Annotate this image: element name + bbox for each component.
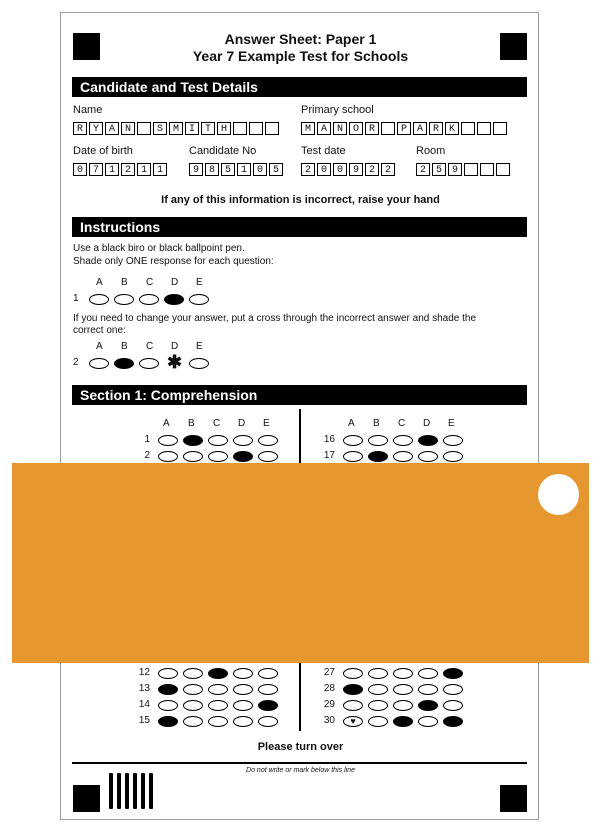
dob-label: Date of birth [73, 145, 133, 157]
char-box[interactable]: R [73, 122, 87, 135]
char-box[interactable]: 0 [253, 163, 267, 176]
answer-bubble-c[interactable] [139, 358, 159, 369]
answer-bubble-d[interactable] [164, 294, 184, 305]
answer-bubble-c[interactable] [393, 684, 413, 695]
answer-bubble-e[interactable] [443, 716, 463, 727]
char-box[interactable]: 2 [416, 163, 430, 176]
answer-bubble-e[interactable] [258, 435, 278, 446]
question-number: 14 [138, 699, 150, 710]
answer-bubble-c[interactable] [393, 668, 413, 679]
test-date-label: Test date [301, 145, 346, 157]
school-label: Primary school [301, 104, 374, 116]
answer-bubble-c[interactable] [208, 668, 228, 679]
answer-bubble-d[interactable] [418, 451, 438, 462]
question-number: 16 [323, 434, 335, 445]
char-box[interactable] [493, 122, 507, 135]
char-box[interactable]: 5 [269, 163, 283, 176]
room-label: Room [416, 145, 446, 157]
candidate-no-label: Candidate No [189, 145, 257, 157]
answer-bubble-a[interactable] [158, 451, 178, 462]
answer-bubble-b[interactable] [183, 451, 203, 462]
answer-bubble-c[interactable] [208, 700, 228, 711]
answer-bubble-b[interactable] [368, 684, 388, 695]
answer-sheet [60, 12, 539, 820]
barcode-bar [133, 773, 137, 809]
char-box[interactable]: A [413, 122, 427, 135]
answer-bubble-c[interactable] [393, 700, 413, 711]
barcode-bar [109, 773, 113, 809]
grid-header-e: E [448, 418, 455, 429]
candidate-no-boxes[interactable] [189, 163, 285, 176]
question-number: 30 [323, 715, 335, 726]
char-box[interactable]: 1 [153, 163, 167, 176]
char-box[interactable] [381, 122, 395, 135]
char-box[interactable] [137, 122, 151, 135]
char-box[interactable]: A [105, 122, 119, 135]
option-header-e: E [196, 277, 203, 288]
char-box[interactable]: 9 [448, 163, 462, 176]
char-box[interactable]: 8 [205, 163, 219, 176]
question-number: 27 [323, 667, 335, 678]
char-box[interactable]: 1 [137, 163, 151, 176]
char-box[interactable]: 5 [432, 163, 446, 176]
answer-bubble-d[interactable] [233, 435, 253, 446]
question-number: 28 [323, 683, 335, 694]
instructions-heading: Instructions [72, 217, 527, 237]
answer-bubble-e[interactable] [443, 700, 463, 711]
grid-header-a: A [163, 418, 170, 429]
answer-bubble-d[interactable] [418, 668, 438, 679]
answer-bubble-b[interactable] [368, 668, 388, 679]
char-box[interactable]: R [429, 122, 443, 135]
grid-header-d: D [238, 418, 246, 429]
grid-header-b: B [188, 418, 195, 429]
redaction-overlay [12, 463, 589, 663]
answer-bubble-b[interactable] [368, 700, 388, 711]
barcode-bar [149, 773, 153, 809]
barcode-bar [117, 773, 121, 809]
answer-bubble-c[interactable] [208, 684, 228, 695]
char-box[interactable]: N [121, 122, 135, 135]
answer-bubble-a[interactable] [158, 668, 178, 679]
answer-bubble-e[interactable] [443, 668, 463, 679]
answer-bubble-d[interactable] [418, 700, 438, 711]
title-line-2: Year 7 Example Test for Schools [192, 48, 409, 64]
answer-bubble-d[interactable] [233, 668, 253, 679]
grid-header-c: C [213, 418, 221, 429]
barcode-bar [141, 773, 145, 809]
school-boxes[interactable] [301, 122, 509, 135]
example-question-number: 2 [73, 357, 79, 368]
dob-boxes[interactable] [73, 163, 169, 176]
char-box[interactable]: 7 [89, 163, 103, 176]
question-number: 13 [138, 683, 150, 694]
answer-bubble-b[interactable] [114, 358, 134, 369]
title-line-1: Answer Sheet: Paper 1 [224, 31, 377, 47]
char-box[interactable]: 1 [237, 163, 251, 176]
registration-mark-bottom-right [500, 785, 527, 812]
question-number: 29 [323, 699, 335, 710]
grid-header-d: D [423, 418, 431, 429]
option-header-d: D [171, 277, 179, 288]
example-question-number: 1 [73, 293, 79, 304]
answer-bubble-d[interactable] [233, 716, 253, 727]
answer-bubble-c[interactable] [393, 435, 413, 446]
answer-bubble-b[interactable] [183, 716, 203, 727]
char-box[interactable]: M [169, 122, 183, 135]
char-box[interactable]: Y [89, 122, 103, 135]
instruction-line-2: Shade only ONE response for each question: [73, 256, 274, 267]
name-label: Name [73, 104, 103, 116]
char-box[interactable]: 2 [301, 163, 315, 176]
answer-bubble-e[interactable] [258, 716, 278, 727]
char-box[interactable]: 2 [381, 163, 395, 176]
answer-bubble-b[interactable] [183, 700, 203, 711]
answer-bubble-e[interactable] [258, 668, 278, 679]
char-box[interactable]: O [349, 122, 363, 135]
answer-bubble-e[interactable] [189, 358, 209, 369]
char-box[interactable] [233, 122, 247, 135]
char-box[interactable]: S [153, 122, 167, 135]
answer-bubble-c[interactable] [139, 294, 159, 305]
question-number: 17 [323, 450, 335, 461]
answer-bubble-e[interactable] [258, 451, 278, 462]
char-box[interactable]: 1 [105, 163, 119, 176]
answer-bubble-b[interactable] [368, 451, 388, 462]
crossed-bubble-icon[interactable]: ♥ [343, 716, 363, 727]
answer-bubble-b[interactable] [368, 435, 388, 446]
footer-rule [72, 762, 527, 764]
room-boxes[interactable] [416, 163, 512, 176]
question-number: 2 [144, 450, 150, 461]
answer-bubble-a[interactable] [89, 294, 109, 305]
char-box[interactable]: 0 [317, 163, 331, 176]
option-header-d: D [171, 341, 179, 352]
answer-bubble-a[interactable] [343, 700, 363, 711]
answer-bubble-b[interactable] [183, 435, 203, 446]
answer-bubble-e[interactable] [443, 451, 463, 462]
char-box[interactable]: M [301, 122, 315, 135]
grid-header-b: B [373, 418, 380, 429]
answer-bubble-e[interactable] [443, 435, 463, 446]
incorrect-info-warning: If any of this information is incorrect, raise your hand [161, 194, 440, 206]
question-number: 12 [138, 667, 150, 678]
char-box[interactable]: 5 [221, 163, 235, 176]
question-number: 15 [138, 715, 150, 726]
section1-heading: Section 1: Comprehension [72, 385, 527, 405]
answer-bubble-a[interactable] [158, 684, 178, 695]
char-box[interactable] [265, 122, 279, 135]
answer-bubble-a[interactable] [89, 358, 109, 369]
instruction-line-1: Use a black biro or black ballpoint pen. [73, 243, 245, 254]
answer-bubble-b[interactable] [368, 716, 388, 727]
char-box[interactable] [480, 163, 494, 176]
answer-bubble-b[interactable] [183, 684, 203, 695]
change-instruction-line-2: correct one: [73, 325, 126, 336]
answer-bubble-c[interactable] [208, 716, 228, 727]
answer-bubble-a[interactable] [158, 435, 178, 446]
details-heading: Candidate and Test Details [72, 77, 527, 97]
char-box[interactable]: 2 [121, 163, 135, 176]
option-header-e: E [196, 341, 203, 352]
option-header-c: C [146, 277, 154, 288]
barcode-bar [125, 773, 129, 809]
answer-bubble-b[interactable] [114, 294, 134, 305]
answer-bubble-a[interactable] [343, 684, 363, 695]
option-header-a: A [96, 341, 103, 352]
sheet-title [61, 31, 540, 65]
char-box[interactable] [249, 122, 263, 135]
answer-bubble-d[interactable] [233, 684, 253, 695]
registration-mark-bottom-left [73, 785, 100, 812]
overlay-circle-icon [538, 474, 579, 515]
answer-bubble-c[interactable] [393, 716, 413, 727]
change-instruction-line-1: If you need to change your answer, put a cross through the incorrect answer and shade the [73, 313, 477, 324]
test-date-boxes[interactable] [301, 163, 397, 176]
char-box[interactable]: 0 [73, 163, 87, 176]
answer-bubble-e[interactable] [443, 684, 463, 695]
answer-bubble-d[interactable] [233, 451, 253, 462]
crossed-bubble-icon[interactable]: ✱ [167, 352, 183, 372]
char-box[interactable]: P [397, 122, 411, 135]
option-header-b: B [121, 277, 128, 288]
char-box[interactable]: R [365, 122, 379, 135]
answer-bubble-d[interactable] [418, 435, 438, 446]
turn-over-text: Please turn over [257, 741, 344, 753]
char-box[interactable]: K [445, 122, 459, 135]
grid-header-a: A [348, 418, 355, 429]
answer-bubble-e[interactable] [258, 684, 278, 695]
question-number: 1 [144, 434, 150, 445]
answer-bubble-d[interactable] [418, 716, 438, 727]
option-header-c: C [146, 341, 154, 352]
answer-bubble-e[interactable] [258, 700, 278, 711]
char-box[interactable]: H [217, 122, 231, 135]
char-box[interactable]: 9 [349, 163, 363, 176]
char-box[interactable]: 9 [189, 163, 203, 176]
answer-bubble-a[interactable] [343, 435, 363, 446]
char-box[interactable] [477, 122, 491, 135]
option-header-a: A [96, 277, 103, 288]
answer-bubble-a[interactable] [158, 700, 178, 711]
grid-header-c: C [398, 418, 406, 429]
char-box[interactable]: 2 [365, 163, 379, 176]
answer-bubble-c[interactable] [208, 435, 228, 446]
char-box[interactable] [464, 163, 478, 176]
answer-bubble-a[interactable] [343, 668, 363, 679]
char-box[interactable]: A [317, 122, 331, 135]
char-box[interactable]: T [201, 122, 215, 135]
do-not-write-text: Do not write or mark below this line [246, 767, 355, 774]
answer-bubble-c[interactable] [208, 451, 228, 462]
answer-bubble-d[interactable] [233, 700, 253, 711]
answer-bubble-a[interactable] [343, 451, 363, 462]
name-boxes[interactable] [73, 122, 281, 135]
answer-bubble-c[interactable] [393, 451, 413, 462]
option-header-b: B [121, 341, 128, 352]
char-box[interactable]: N [333, 122, 347, 135]
grid-header-e: E [263, 418, 270, 429]
answer-bubble-b[interactable] [183, 668, 203, 679]
answer-bubble-e[interactable] [189, 294, 209, 305]
char-box[interactable] [461, 122, 475, 135]
char-box[interactable] [496, 163, 510, 176]
char-box[interactable]: I [185, 122, 199, 135]
answer-bubble-a[interactable] [158, 716, 178, 727]
answer-bubble-d[interactable] [418, 684, 438, 695]
char-box[interactable]: 0 [333, 163, 347, 176]
